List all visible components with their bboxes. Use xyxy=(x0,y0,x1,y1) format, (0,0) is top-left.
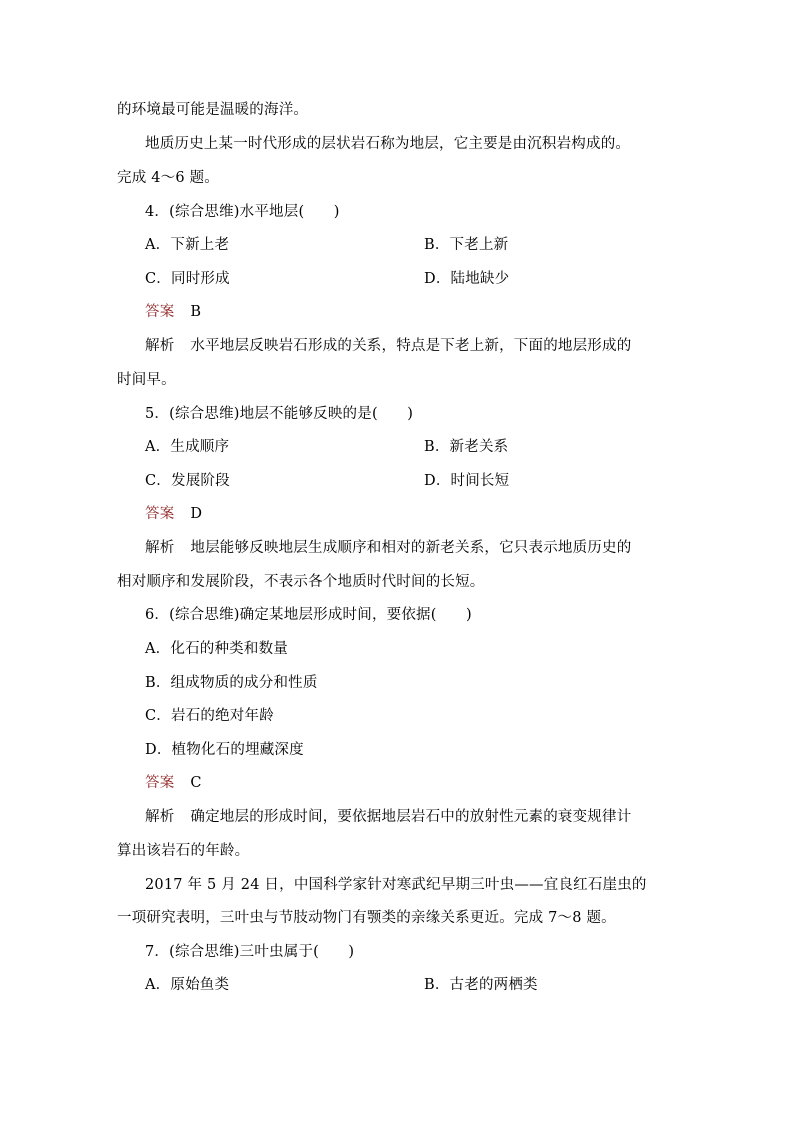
question-5-analysis-line-1 xyxy=(145,538,631,558)
intro2-line-2: 一项研究表明，三叶虫与节肢动物门有颚类的亲缘关系更近。完成 7～8 题。 xyxy=(117,910,616,926)
question-5-analysis-line-2: 相对顺序和发展阶段，不表示各个地质时代时间的长短。 xyxy=(117,574,485,590)
answer-label: 答案 xyxy=(145,506,175,522)
analysis-label: 解析 xyxy=(145,338,175,354)
question-5-answer xyxy=(145,504,202,524)
question-4-stem: 4．(综合思维)水平地层( ) xyxy=(145,204,340,220)
answer-label: 答案 xyxy=(145,775,175,791)
intro2-line-1: 2017 年 5 月 24 日，中国科学家针对寒武纪早期三叶虫——宜良红石崖虫的 xyxy=(145,877,647,893)
question-6-analysis-line-1 xyxy=(145,807,631,827)
question-6-option-c: C．岩石的绝对年龄 xyxy=(145,708,274,724)
intro-continuation: 的环境最可能是温暖的海洋。 xyxy=(117,102,309,118)
question-7-stem: 7．(综合思维)三叶虫属于( ) xyxy=(145,944,355,960)
question-4-option-c: C．同时形成 xyxy=(145,271,230,287)
question-6-stem: 6．(综合思维)确定某地层形成时间，要依据( ) xyxy=(145,607,472,623)
question-6-analysis-line-2: 算出该岩石的年龄。 xyxy=(117,843,250,859)
question-7-option-b: B．古老的两栖类 xyxy=(424,977,538,993)
question-6-option-b: B．组成物质的成分和性质 xyxy=(145,675,318,691)
question-5-option-d: D．时间长短 xyxy=(424,473,510,489)
question-6-answer xyxy=(145,773,202,793)
question-7-option-a: A．原始鱼类 xyxy=(145,977,230,993)
question-4-option-a: A．下新上老 xyxy=(145,237,230,253)
question-6-option-d: D．植物化石的埋藏深度 xyxy=(145,742,304,758)
intro-paragraph-line-2: 完成 4～6 题。 xyxy=(117,170,219,186)
question-5-stem: 5．(综合思维)地层不能够反映的是( ) xyxy=(145,406,414,422)
intro-paragraph-line-1: 地质历史上某一时代形成的层状岩石称为地层，它主要是由沉积岩构成的。 xyxy=(145,136,631,152)
analysis-text: 确定地层的形成时间，要依据地层岩石中的放射性元素的衰变规律计 xyxy=(190,809,632,825)
answer-value: C xyxy=(190,775,202,791)
question-5-option-b: B．新老关系 xyxy=(424,439,509,455)
question-4-option-b: B．下老上新 xyxy=(424,237,509,253)
analysis-label: 解析 xyxy=(145,809,175,825)
question-4-option-d: D．陆地缺少 xyxy=(424,271,510,287)
analysis-text: 地层能够反映地层生成顺序和相对的新老关系，它只表示地质历史的 xyxy=(190,540,632,556)
question-6-option-a: A．化石的种类和数量 xyxy=(145,641,288,657)
answer-value: B xyxy=(190,304,202,320)
question-4-answer xyxy=(145,302,201,322)
analysis-text: 水平地层反映岩石形成的关系，特点是下老上新，下面的地层形成的 xyxy=(190,338,632,354)
question-4-analysis-line-1 xyxy=(145,336,631,356)
answer-label: 答案 xyxy=(145,304,175,320)
analysis-label: 解析 xyxy=(145,540,175,556)
question-4-analysis-line-2: 时间早。 xyxy=(117,372,176,388)
answer-value: D xyxy=(190,506,203,522)
question-5-option-c: C．发展阶段 xyxy=(145,473,230,489)
question-5-option-a: A．生成顺序 xyxy=(145,439,230,455)
